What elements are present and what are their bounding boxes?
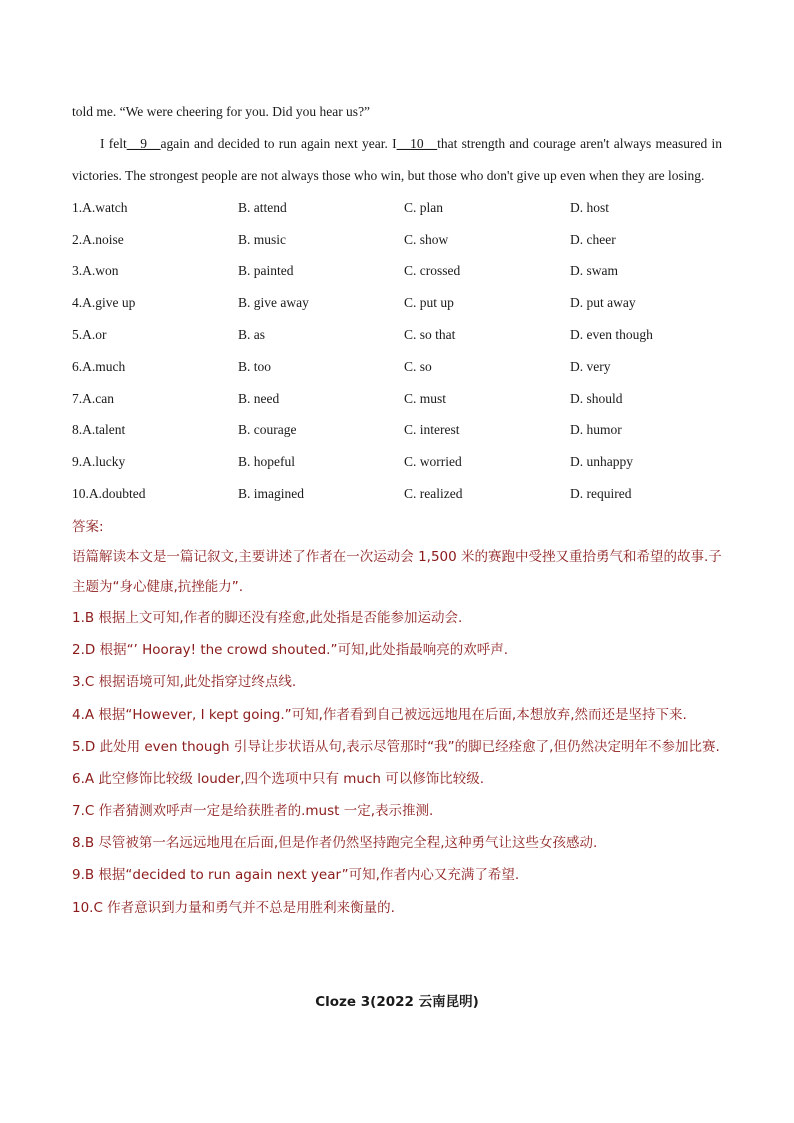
option-b: B. need: [238, 390, 280, 406]
option-b: B. as: [238, 327, 265, 343]
option-row: [72, 192, 722, 224]
option-b: B. music: [238, 231, 287, 247]
option-row: [72, 287, 722, 319]
passage-text-b: again and decided to run again next year. I: [160, 136, 397, 151]
passage-text-c: that strength and courage aren't always measured in victories. The strongest people are not always those who win, but those who don't give up even when they are losing.: [72, 136, 722, 183]
answer-item: 8.B 尽管被第一名远远地甩在后面,但是作者仍然坚持跑完全程,这种勇气让这些女孩感动.: [72, 835, 598, 852]
option-b: B. attend: [238, 199, 287, 215]
option-row: [72, 446, 722, 478]
option-row: [72, 256, 722, 288]
blank-9: __9__: [126, 136, 161, 151]
option-a: 6.A.much: [72, 358, 126, 374]
option-c: C. put up: [404, 295, 454, 311]
option-a: 4.A.give up: [72, 295, 136, 311]
option-b: B. give away: [238, 295, 309, 311]
option-a: 5.A.or: [72, 327, 107, 343]
option-c: C. show: [404, 231, 449, 247]
option-b: B. courage: [238, 422, 297, 438]
option-d: D. cheer: [570, 231, 616, 247]
answer-item: 7.C 作者猜测欢呼声一定是给获胜者的.must 一定,表示推测.: [72, 803, 434, 820]
answer-item: 4.A 根据“However, I kept going.”可知,作者看到自己被远远地甩在后面,本想放弃,然而还是坚持下来.: [72, 706, 687, 723]
document-body: [72, 96, 722, 924]
answer-item: 9.B 根据“decided to run again next year”可知,作者内心又充满了希望.: [72, 867, 520, 884]
option-d: D. should: [570, 390, 623, 406]
option-d: D. required: [570, 486, 632, 502]
option-d: D. swam: [570, 263, 618, 279]
option-d: D. humor: [570, 422, 622, 438]
passage-text-a: I felt: [100, 136, 127, 151]
option-c: C. plan: [404, 199, 443, 215]
option-a: 2.A.noise: [72, 231, 124, 247]
option-b: B. too: [238, 358, 272, 374]
option-d: D. put away: [570, 295, 636, 311]
option-c: C. so that: [404, 327, 456, 343]
answer-item: 2.D 根据“’ Hooray! the crowd shouted.”可知,此处指最响亮的欢呼声.: [72, 642, 509, 659]
option-c: C. worried: [404, 454, 462, 470]
passage-paragraph-2: [72, 128, 722, 192]
option-d: D. unhappy: [570, 454, 633, 470]
option-c: C. interest: [404, 422, 460, 438]
option-b: B. painted: [238, 263, 294, 279]
next-section-title: Cloze 3(2022 云南昆明): [315, 994, 479, 1010]
blank-10: __10__: [396, 136, 438, 151]
answers-heading: 答案:: [72, 518, 104, 535]
option-a: 3.A.won: [72, 263, 119, 279]
answers-summary: 语篇解读本文是一篇记叙文,主要讲述了作者在一次运动会 1,500 米的赛跑中受挫又重拾勇气和希望的故事.子主题为“身心健康,抗挫能力”.: [72, 548, 722, 595]
option-a: 9.A.lucky: [72, 454, 126, 470]
option-row: [72, 351, 722, 383]
option-a: 7.A.can: [72, 390, 114, 406]
answer-item: 5.D 此处用 even though 引导让步状语从句,表示尽管那时“我”的脚已经痊愈了,但仍然决定明年不参加比赛.: [72, 738, 720, 755]
answer-item: 6.A 此空修饰比较级 louder,四个选项中只有 much 可以修饰比较级.: [72, 770, 485, 787]
option-b: B. imagined: [238, 486, 304, 502]
option-row: [72, 319, 722, 351]
answer-item: 10.C 作者意识到力量和勇气并不总是用胜利来衡量的.: [72, 899, 395, 916]
option-c: C. crossed: [404, 263, 461, 279]
option-b: B. hopeful: [238, 454, 295, 470]
option-d: D. host: [570, 199, 610, 215]
option-c: C. so: [404, 358, 432, 374]
option-row: [72, 383, 722, 415]
option-c: C. realized: [404, 486, 463, 502]
passage-line-1: told me. “We were cheering for you. Did you hear us?”: [72, 104, 371, 119]
option-a: 1.A.watch: [72, 199, 128, 215]
option-row: [72, 415, 722, 447]
answer-list: [72, 602, 722, 924]
option-row: [72, 224, 722, 256]
option-d: D. even though: [570, 327, 653, 343]
option-a: 8.A.talent: [72, 422, 126, 438]
options-list: [72, 192, 722, 510]
option-a: 10.A.doubted: [72, 486, 146, 502]
option-row: [72, 478, 722, 510]
option-c: C. must: [404, 390, 447, 406]
answer-item: 1.B 根据上文可知,作者的脚还没有痊愈,此处指是否能参加运动会.: [72, 609, 463, 626]
option-d: D. very: [570, 358, 611, 374]
answer-item: 3.C 根据语境可知,此处指穿过终点线.: [72, 674, 297, 691]
